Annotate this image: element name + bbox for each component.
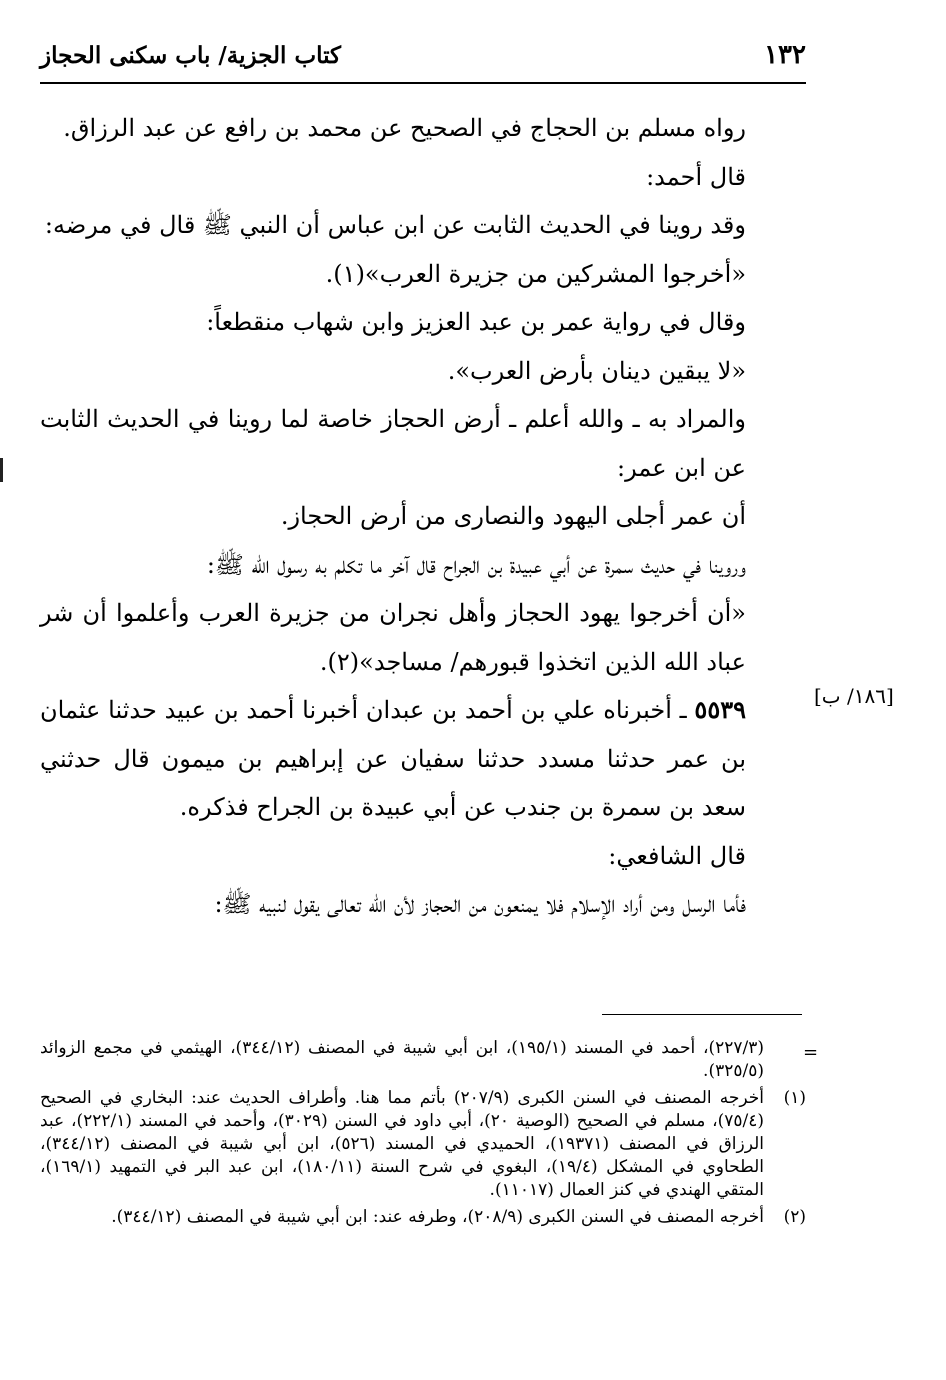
quote: «أن أخرجوا يهود الحجاز وأهل نجران من جزيرة العرب وأعلموا أن شر عباد الله الذين اتخذوا قبورهم/ مساجد»(٢). [40,599,746,676]
hadith-number: ٥٥٣٩ [694,695,746,724]
footnote-continuation: (٢٢٧/٣)، أحمد في المسند (١٩٥/١)، ابن أبي شيبة في المصنف (٣٤٤/١٢)، الهيثمي في مجمع الزوائد (٣٢٥/٥). [40,1038,764,1081]
header-rule [40,82,806,84]
footnote-number: (٢) [783,1207,806,1227]
footnote-separator [602,1014,802,1015]
footnotes [40,1037,806,1233]
quote: «أخرجوا المشركين من جزيرة العرب»(١). [325,259,746,288]
paragraph: قال الشافعي: [608,841,746,870]
paragraph: وقال في رواية عمر بن عبد العزيز وابن شهاب منقطعاً: [206,308,746,336]
page-number: ١٣٢ [764,40,806,70]
main-text [40,104,806,929]
footnote-text: أخرجه المصنف في السنن الكبرى (٢٠٨/٩)، وطرفه عند: ابن أبي شيبة في المصنف (٣٤٤/١٢). [111,1207,764,1227]
footnote-number: (١) [783,1088,806,1108]
paragraph: فأما الرسل ومن أراد الإسلام فلا يمنعون من الحجاز لأن الله تعالى يقول لنبيه ﷺ: [214,890,746,918]
hadith-entry [40,686,806,832]
hadith-text: ـ أخبرناه علي بن أحمد بن عبدان أخبرنا أحمد بن عبيد حدثنا عثمان بن عمر حدثنا مسدد حدثنا سفيان عن إبراهيم بن ميمون قال حدثني سعد بن سمرة بن جندب عن أبي عبيدة بن الجراح فذكره. [40,696,746,821]
footnote [40,1087,806,1202]
quote: «لا يبقين دينان بأرض العرب». [447,356,746,385]
paragraph: أن عمر أجلى اليهود والنصارى من أرض الحجاز. [280,502,746,530]
folio-marker: [١٨٦/ ب] [814,684,894,708]
footnote-continuation-marker: = [803,1042,819,1063]
paragraph: وقد روينا في الحديث الثابت عن ابن عباس أن النبي ﷺ قال في مرضه: [44,211,746,239]
running-header [40,38,806,80]
paragraph: وروينا في حديث سمرة عن أبي عبيدة بن الجراح قال آخر ما تكلم به رسول الله ﷺ: [206,550,746,579]
footnote [40,1206,806,1229]
paragraph: والمراد به ـ والله أعلم ـ أرض الحجاز خاصة لما روينا في الحديث الثابت عن ابن عمر: [40,405,747,482]
paragraph: قال أحمد: [646,162,746,191]
running-title: كتاب الجزية/ باب سكنى الحجاز [40,42,341,69]
paragraph: رواه مسلم بن الحجاج في الصحيح عن محمد بن رافع عن عبد الرزاق. [63,114,746,142]
page-edge-mark [0,458,3,482]
footnote-text: أخرجه المصنف في السنن الكبرى (٢٠٧/٩) بأتم مما هنا. وأطراف الحديث عند: البخاري في الصحيح (٧٥/٤)، مسلم في الصحيح (الوصية ٢٠)، أبي داود في السنن (٣٠٢٩)، وأحمد في المسند (٢٢٢/١)، عبد الرزاق في المصنف (١٩٣٧١)، الحميدي في المسند (٥٢٦)، ابن أبي شيبة في المصنف (٣٤٤/١٢)، الطحاوي في المشكل (١٩/٤)، البغوي في شرح السنة (١٨٠/١١)، ابن عبد البر في التمهيد (١٦٩/١)، المتقي الهندي في كنز العمال (١١٠١٧). [40,1088,765,1200]
